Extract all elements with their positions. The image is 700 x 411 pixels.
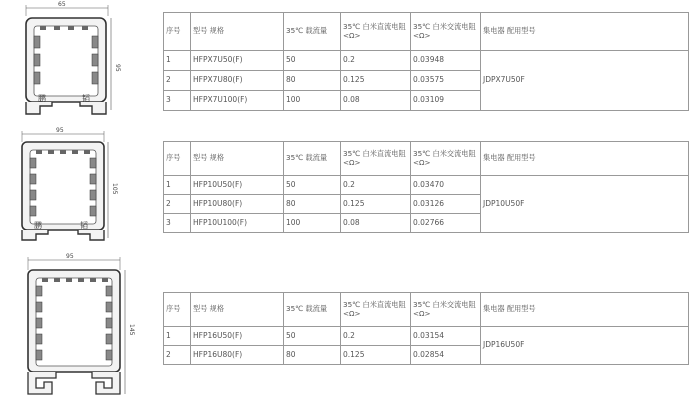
table-2-header-ac-resistance: 35℃ 白米交流电阻 <Ω>: [411, 142, 481, 176]
table-1-header-index: 序号: [164, 13, 191, 51]
table-3-header-dc-resistance: 35℃ 白米直流电阻 <Ω>: [341, 293, 411, 327]
profile-1-height-label: 95: [114, 64, 121, 72]
table-2-header-collector: 集电器 配用型号: [481, 142, 689, 176]
spec-table-2: [163, 141, 689, 233]
table-1-cell: HFPX7U50(F): [191, 51, 284, 71]
table-2-cell: HFP10U50(F): [191, 176, 284, 195]
table-2-cell: 2: [164, 195, 191, 214]
table-3-cell: 0.125: [341, 346, 411, 365]
table-1-cell: 80: [284, 71, 341, 91]
table-3-cell: 0.03154: [411, 327, 481, 346]
profile-2-height-label: 105: [111, 183, 118, 195]
table-2-header-model: 型号 规格: [191, 142, 284, 176]
table-2-cell: 100: [284, 214, 341, 233]
table-1-cell: 0.03948: [411, 51, 481, 71]
table-2-cell: HFP10U80(F): [191, 195, 284, 214]
table-3-header-index: 序号: [164, 293, 191, 327]
table-1-header-dc-resistance: 35℃ 白米直流电阻 <Ω>: [341, 13, 411, 51]
table-row: [164, 327, 689, 346]
table-2-cell: 0.03126: [411, 195, 481, 214]
table-3-cell: 0.2: [341, 327, 411, 346]
profile-2-width-label: 95: [56, 127, 64, 134]
table-1-header-ac-resistance: 35℃ 白米交流电阻 <Ω>: [411, 13, 481, 51]
table-2-cell: HFP10U100(F): [191, 214, 284, 233]
table-1-header-row: [164, 13, 689, 51]
table-row: [164, 51, 689, 71]
table-1-cell: 0.2: [341, 51, 411, 71]
table-2-cell: 50: [284, 176, 341, 195]
table-2-header-index: 序号: [164, 142, 191, 176]
table-2-cell: 0.08: [341, 214, 411, 233]
table-row: [164, 176, 689, 195]
table-3-cell: HFP16U80(F): [191, 346, 284, 365]
profile-2-mark-right: 韬: [80, 221, 88, 230]
profile-2-mark-left: 鹏: [34, 221, 42, 230]
table-1-cell: 1: [164, 51, 191, 71]
table-3-cell: 80: [284, 346, 341, 365]
table-2-cell: 1: [164, 176, 191, 195]
table-2-cell: 80: [284, 195, 341, 214]
table-3-cell: HFP16U50(F): [191, 327, 284, 346]
table-1-header-current: 35℃ 载流量: [284, 13, 341, 51]
table-3-cell: 50: [284, 327, 341, 346]
table-3-collector-model: JDP16U50F: [481, 327, 689, 365]
table-2-header-dc-resistance: 35℃ 白米直流电阻 <Ω>: [341, 142, 411, 176]
spec-table-3: [163, 292, 689, 365]
profile-3-width-label: 95: [66, 253, 74, 260]
table-1-cell: 0.08: [341, 91, 411, 111]
profile-drawing-3: [8, 254, 133, 404]
table-1-cell: HFPX7U80(F): [191, 71, 284, 91]
table-1-cell: 0.03575: [411, 71, 481, 91]
table-2-cell: 0.2: [341, 176, 411, 195]
table-2-cell: 0.125: [341, 195, 411, 214]
table-1-collector-model: JDPX7U50F: [481, 51, 689, 111]
table-1-cell: 100: [284, 91, 341, 111]
table-2-collector-model: JDP10U50F: [481, 176, 689, 233]
table-2-header-current: 35℃ 载流量: [284, 142, 341, 176]
table-1-header-collector: 集电器 配用型号: [481, 13, 689, 51]
table-1-cell: 3: [164, 91, 191, 111]
table-3-cell: 0.02854: [411, 346, 481, 365]
table-1-header-model: 型号 规格: [191, 13, 284, 51]
profile-drawing-1: [8, 1, 121, 117]
profile-3-height-label: 145: [128, 324, 135, 336]
table-2-cell: 0.03470: [411, 176, 481, 195]
table-1-cell: 0.125: [341, 71, 411, 91]
table-3-cell: 2: [164, 346, 191, 365]
profile-1-mark-left: 鹏: [38, 94, 46, 103]
table-1-cell: 0.03109: [411, 91, 481, 111]
table-2-header-row: [164, 142, 689, 176]
table-3-header-current: 35℃ 载流量: [284, 293, 341, 327]
table-1-cell: 50: [284, 51, 341, 71]
table-3-cell: 1: [164, 327, 191, 346]
table-3-header-row: [164, 293, 689, 327]
table-3-header-model: 型号 规格: [191, 293, 284, 327]
table-2-cell: 0.02766: [411, 214, 481, 233]
table-1-cell: HFPX7U100(F): [191, 91, 284, 111]
profile-1-mark-right: 韬: [82, 94, 90, 103]
profile-drawing-2: [8, 128, 118, 243]
table-2-cell: 3: [164, 214, 191, 233]
profile-1-width-label: 65: [58, 1, 66, 8]
spec-table-1: [163, 12, 689, 111]
table-3-header-collector: 集电器 配用型号: [481, 293, 689, 327]
table-1-cell: 2: [164, 71, 191, 91]
table-3-header-ac-resistance: 35℃ 白米交流电阻 <Ω>: [411, 293, 481, 327]
